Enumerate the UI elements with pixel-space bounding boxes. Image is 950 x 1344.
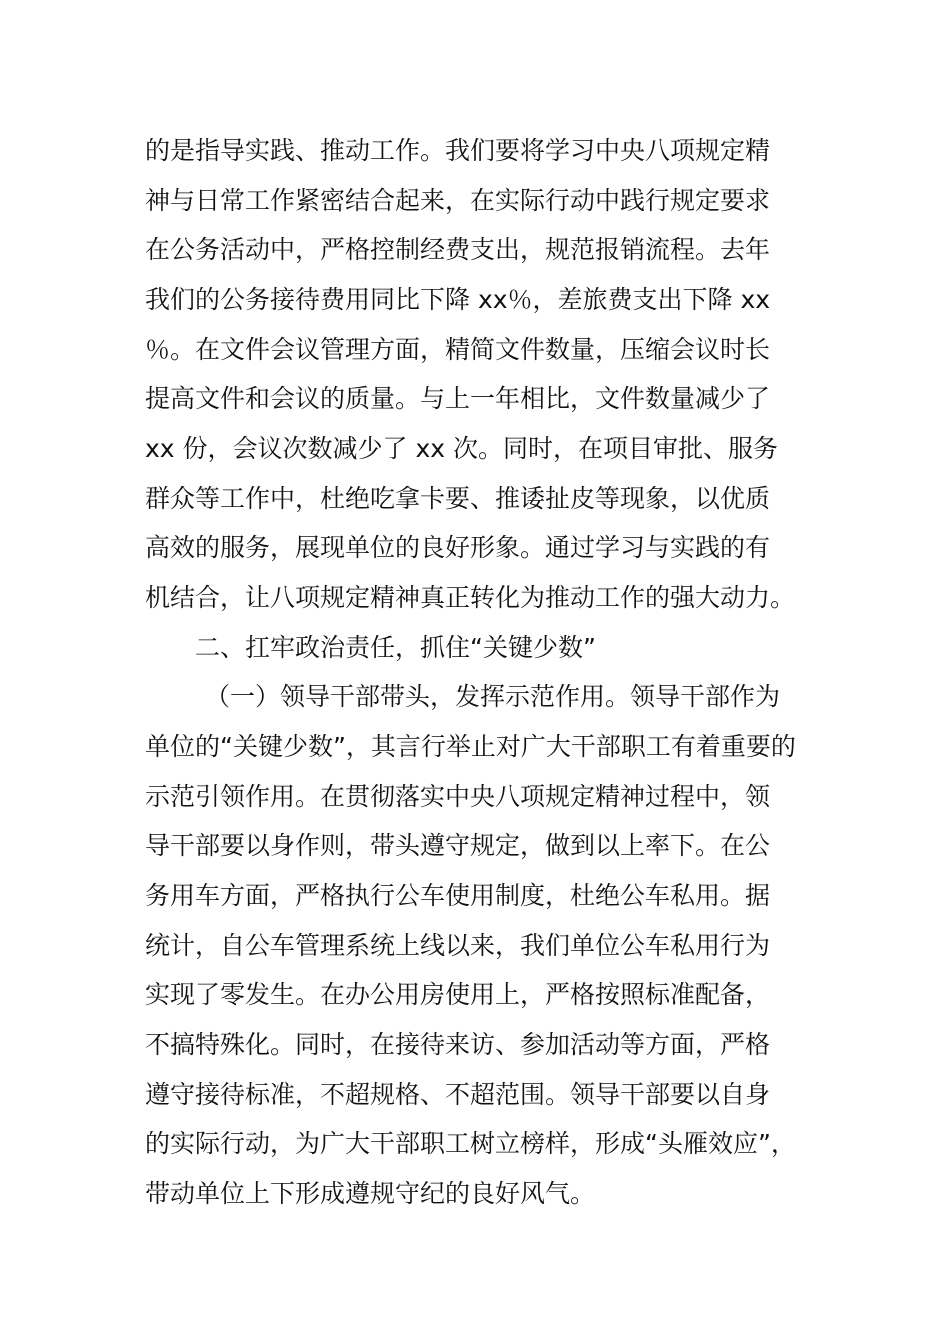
body-text-line: 在公务活动中，严格控制经费支出，规范报销流程。去年 xyxy=(145,235,771,264)
body-text-line: 不搞特殊化。同时，在接待来访、参加活动等方面，严格 xyxy=(145,1030,771,1059)
body-text-line: 高效的服务，展现单位的良好形象。通过学习与实践的有 xyxy=(145,533,771,562)
body-text-line: 导干部要以身作则，带头遵守规定，做到以上率下。在公 xyxy=(145,831,771,860)
body-text-line: 务用车方面，严格执行公车使用制度，杜绝公车私用。据 xyxy=(145,881,771,910)
body-text-line: 带动单位上下形成遵规守纪的良好风气。 xyxy=(145,1179,596,1208)
body-text-line: 我们的公务接待费用同比下降 xx％，差旅费支出下降 xx xyxy=(145,285,771,314)
body-text-line: 神与日常工作紧密结合起来，在实际行动中践行规定要求 xyxy=(145,186,771,215)
body-text-line: 群众等工作中，杜绝吃拿卡要、推诿扯皮等现象，以优质 xyxy=(145,484,771,513)
body-text-line: 遵守接待标准，不超规格、不超范围。领导干部要以自身 xyxy=(145,1080,771,1109)
body-text-line: ％。在文件会议管理方面，精简文件数量，压缩会议时长 xyxy=(145,335,771,364)
section-heading: 二、扛牢政治责任，抓住“关键少数” xyxy=(195,633,596,662)
body-text-line: 实现了零发生。在办公用房使用上，严格按照标准配备， xyxy=(145,980,771,1009)
body-text-line: 提高文件和会议的质量。与上一年相比，文件数量减少了 xyxy=(145,384,771,413)
body-text-line: 的实际行动，为广大干部职工树立榜样，形成“头雁效应”， xyxy=(145,1129,796,1158)
body-text-line: 单位的“关键少数”，其言行举止对广大干部职工有着重要的 xyxy=(145,732,796,761)
body-text-line: 示范引领作用。在贯彻落实中央八项规定精神过程中，领 xyxy=(145,782,771,811)
body-text-line: xx 份，会议次数减少了 xx 次。同时，在项目审批、服务 xyxy=(145,434,779,463)
body-text-line: 机结合，让八项规定精神真正转化为推动工作的强大动力。 xyxy=(145,583,796,612)
subsection-heading-line: （一）领导干部带头，发挥示范作用。领导干部作为 xyxy=(205,682,781,711)
body-text-line: 的是指导实践、推动工作。我们要将学习中央八项规定精 xyxy=(145,136,771,165)
body-text-line: 统计，自公车管理系统上线以来，我们单位公车私用行为 xyxy=(145,931,771,960)
